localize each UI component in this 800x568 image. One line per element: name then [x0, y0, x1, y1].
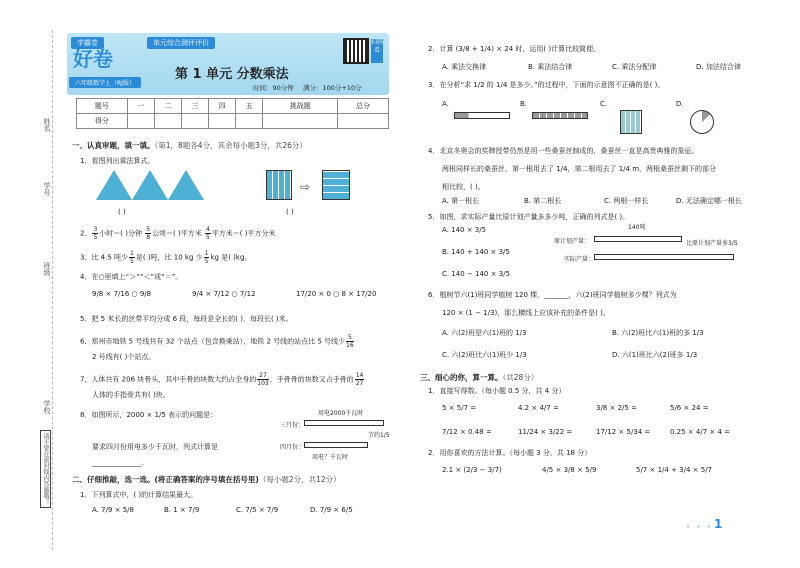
top-tag: 单元综合测评评价	[147, 37, 215, 49]
margin-name-label: 姓名	[43, 118, 51, 132]
answer-blank[interactable]: ( )	[286, 208, 294, 216]
triangle-figure	[96, 170, 132, 200]
diagram-a	[454, 112, 510, 119]
section-1-title: 一、认真审题，填一填。（第1，8题各4分，其余每小题3分，共26分）	[72, 141, 307, 150]
score-input[interactable]	[154, 114, 181, 129]
calc-item[interactable]: 4.2 × 4/7 =	[518, 404, 559, 412]
fig-plan-label: 原计划产量：	[554, 238, 591, 245]
choice-option[interactable]: B. 六(2)班比六(1)班的多 1/3	[612, 329, 704, 337]
diagram-b	[532, 112, 588, 119]
fig-total-label: 140吨	[628, 224, 646, 231]
question-8-cont: 要求四月份用电多少千瓦时，列式计算是	[92, 443, 218, 451]
time-limit: 时间：90分钟	[253, 84, 294, 92]
choice-option[interactable]: C. 140 − 140 × 3/5	[442, 270, 510, 278]
choice-option[interactable]: B.	[520, 100, 528, 108]
question-6-cont: 2 号线有( )个站点。	[92, 353, 156, 361]
qr-code[interactable]	[343, 38, 369, 64]
choice-option[interactable]: C. 六(2)班比六(1)班少 1/3	[442, 351, 527, 359]
choice-option[interactable]: A. 7/9 × 5/8	[92, 506, 134, 514]
question-4: 4．在○里填上“＞”“＜”或“＝”。	[80, 273, 183, 281]
section-3-title: 三、细心的你，算一算。（共28分）	[420, 373, 539, 382]
choice-option[interactable]: A. 140 × 3/5	[442, 226, 487, 234]
choice-question-1: 1．下列算式中，( )的计算结果最大。	[80, 491, 198, 499]
page-dots: • • •	[686, 523, 713, 531]
calc-item[interactable]: 2.1 × (2/3 − 3/7)	[442, 466, 502, 474]
question-6: 6．郑州市地铁 5 号线共有 32 个站点（包含换乘站），地铁 2 号线的站点比 5 号线少 $\frac{5}{16}$	[80, 334, 354, 349]
compare-item[interactable]: 17/20 × 0 ○ 8 × 17/20	[296, 290, 377, 298]
series-tag: 学霸卷	[71, 37, 104, 49]
choice-question-6: 6．植树节六(1)班同学植树 120 棵，_______，六(2)班同学植树多少棵？列式为	[428, 291, 677, 299]
score-table	[76, 98, 389, 129]
fig-actual-bar	[594, 254, 734, 260]
margin-class-label: 班级	[43, 262, 51, 276]
score-cell: 得分	[77, 114, 128, 129]
choice-option[interactable]: D. 加法结合律	[696, 63, 741, 71]
score-cell: 四	[209, 99, 236, 114]
answer-blank[interactable]: ______________。	[92, 459, 148, 467]
margin-school-label: 学校	[43, 400, 51, 414]
compare-item[interactable]: 9/4 × 7/12 ○ 7/12	[192, 290, 256, 298]
question-7: 7．人体共有 206 块骨头，其中手骨的块数大约占全身的 $\frac{27}{103}$ ，手骨骨的块数又占手骨的 $\frac{14}{27}$	[80, 372, 364, 387]
score-value-row	[77, 114, 389, 129]
rect-figure-2	[322, 170, 350, 200]
brand-logo: 好卷	[73, 47, 113, 71]
unit-title: 第 1 单元 分数乘法	[175, 67, 289, 82]
rect-figure-1	[266, 170, 292, 200]
choice-option[interactable]: D.	[676, 100, 684, 108]
calc-item[interactable]: 5/7 × 1/4 + 3/4 × 5/7	[636, 466, 713, 474]
question-3: 3．比 4.5 吨少 $\frac{1}{5}$ 是( )吨，比 10 kg 少 $\frac{1}{5}$ kg 是( )kg。	[80, 250, 252, 265]
calc-item[interactable]: 0.25 × 4/7 × 4 =	[670, 428, 731, 436]
calc-item[interactable]: 5 × 5/7 =	[442, 404, 477, 412]
header-banner	[67, 33, 389, 95]
score-cell: 总分	[338, 99, 389, 114]
score-input[interactable]	[182, 114, 209, 129]
arrow-icon: ⇨	[300, 180, 311, 194]
calc-question-1: 1．直接写得数。（每小题 0.5 分，共 4 分）	[428, 387, 566, 395]
score-input[interactable]	[263, 114, 338, 129]
choice-option[interactable]: D. 六(1)班比六(2)班多 1/3	[612, 351, 698, 359]
calc-item[interactable]: 17/12 × 5/34 =	[596, 428, 651, 436]
fig-april-bar	[304, 442, 368, 448]
margin-notice: 请不要在密封线内答题哦！	[40, 430, 51, 508]
question-8: 8．如图所示，2000 × 1/5 表示的问题是：	[80, 411, 218, 419]
margin-id-label: 学号	[43, 182, 51, 196]
fig-actual-label: 实际产量：	[564, 256, 595, 263]
choice-option[interactable]: B. 1 × 7/9	[164, 506, 200, 514]
grade-tag: 六年级数学上（RJ版）	[69, 77, 141, 88]
full-score: 满分：100分+10分	[303, 84, 362, 92]
question-2: 2． $\frac{3}{5}$ 小时＝( )分钟 $\frac{5}{8}$ 公顷＝( )平方米 $\frac{4}{5}$ 平方米＝( )平方分米	[80, 226, 276, 241]
choice-option[interactable]: B. 乘法结合律	[528, 63, 573, 71]
calc-item[interactable]: 7/12 × 0.48 =	[442, 428, 492, 436]
score-cell: 题号	[77, 99, 128, 114]
calc-item[interactable]: 4/5 × 3/8 × 5/9	[542, 466, 597, 474]
choice-option[interactable]: C. 乘法分配律	[612, 63, 657, 71]
choice-option[interactable]: D. 7/9 × 6/5	[310, 506, 353, 514]
fig-april-text: 用电？千瓦时	[312, 454, 349, 461]
triangle-figure	[132, 170, 168, 200]
choice-question-4-cont: 两根同样长的桑蚕丝，第一根用去了 1/4，第二根用去了 1/4 m，两根桑蚕丝剩下的部分	[442, 165, 717, 173]
score-cell: 五	[236, 99, 263, 114]
triangle-figure	[168, 170, 204, 200]
score-cell: 一	[127, 99, 154, 114]
score-input[interactable]	[127, 114, 154, 129]
calc-question-2: 2．用你喜欢的方法计算。（每小题 3 分，共 18 分）	[428, 449, 592, 457]
choice-option[interactable]: C. 7/5 × 7/9	[236, 506, 279, 514]
choice-option[interactable]: C. 两根一样长	[604, 197, 649, 205]
compare-item[interactable]: 9/8 × 7/16 ○ 9/8	[92, 290, 152, 298]
choice-option[interactable]: B. 140 + 140 × 3/5	[442, 248, 510, 256]
choice-question-5: 5．如图，求实际产量比原计划产量多多少吨，正确的列式是( )。	[428, 213, 630, 221]
fig-plan-bar	[594, 236, 682, 242]
section-2-title: 二、仔细推敲，选一选。(将正确答案的序号填在括号里)（每小题2分，共12分）	[72, 475, 341, 484]
choice-option[interactable]: C.	[600, 100, 608, 108]
choice-option[interactable]: A.	[442, 100, 449, 108]
calc-item[interactable]: 11/24 × 3/22 =	[518, 428, 573, 436]
choice-option[interactable]: B. 第二根长	[524, 197, 562, 205]
choice-question-6-cont: 120 × (1 − 1/3)，那么横线上应该补充的条件是( )。	[442, 309, 610, 317]
diagram-d	[690, 110, 714, 134]
diagram-c	[620, 110, 642, 134]
score-input[interactable]	[338, 114, 389, 129]
choice-option[interactable]: A. 乘法交换律	[442, 63, 487, 71]
question-5: 5．把 5 米长的丝带平均分成 6 段，每段是全长的( )，每段长( )米。	[80, 315, 293, 323]
question-7-cont: 人体的手指骨共有( )块。	[92, 391, 170, 399]
fig-save-text: 节约1/5	[368, 432, 390, 439]
choice-question-4-cont2: 相比较，( )。	[442, 183, 485, 191]
score-cell: 二	[154, 99, 181, 114]
choice-option[interactable]: A. 第一根长	[442, 197, 480, 205]
question-1: 1．看图列出乘法算式。	[80, 157, 155, 165]
choice-question-3: 3．在分析“求 1/2 的 1/4 是多少。”的过程中，下面的示意图不正确的是( )。	[428, 81, 665, 89]
choice-option[interactable]: A. 六(2)班是六(1)班的 1/3	[442, 329, 527, 337]
calc-item[interactable]: 5/6 × 24 =	[670, 404, 709, 412]
qr-label: 扫码看	[371, 39, 383, 63]
fig-march-label: 三月份：	[280, 422, 305, 429]
fig-more-label: 比原计划产量多3/5	[686, 240, 738, 247]
seal-line	[52, 30, 53, 550]
score-input[interactable]	[209, 114, 236, 129]
page-number: 1	[714, 517, 723, 531]
score-input[interactable]	[236, 114, 263, 129]
fig-march-text: 用电2000千瓦时	[318, 410, 364, 417]
fig-march-bar	[304, 420, 384, 426]
answer-blank[interactable]: ( )	[118, 208, 126, 216]
choice-question-2: 2．计算 (3/8 + 1/4) × 24 时，运用( )计算比较简便。	[428, 45, 601, 53]
calc-item[interactable]: 3/8 × 2/5 =	[596, 404, 637, 412]
fig-april-label: 四月份：	[280, 444, 305, 451]
choice-option[interactable]: D. 无法确定哪一根长	[676, 197, 742, 205]
score-header-row	[77, 99, 389, 114]
score-cell: 三	[182, 99, 209, 114]
score-cell: 挑战题	[263, 99, 338, 114]
choice-question-4: 4．北京冬奥会的奖牌授带仍然是用一些桑蚕丝制成的，桑蚕丝一直是高贵典雅的象征。	[428, 147, 699, 155]
